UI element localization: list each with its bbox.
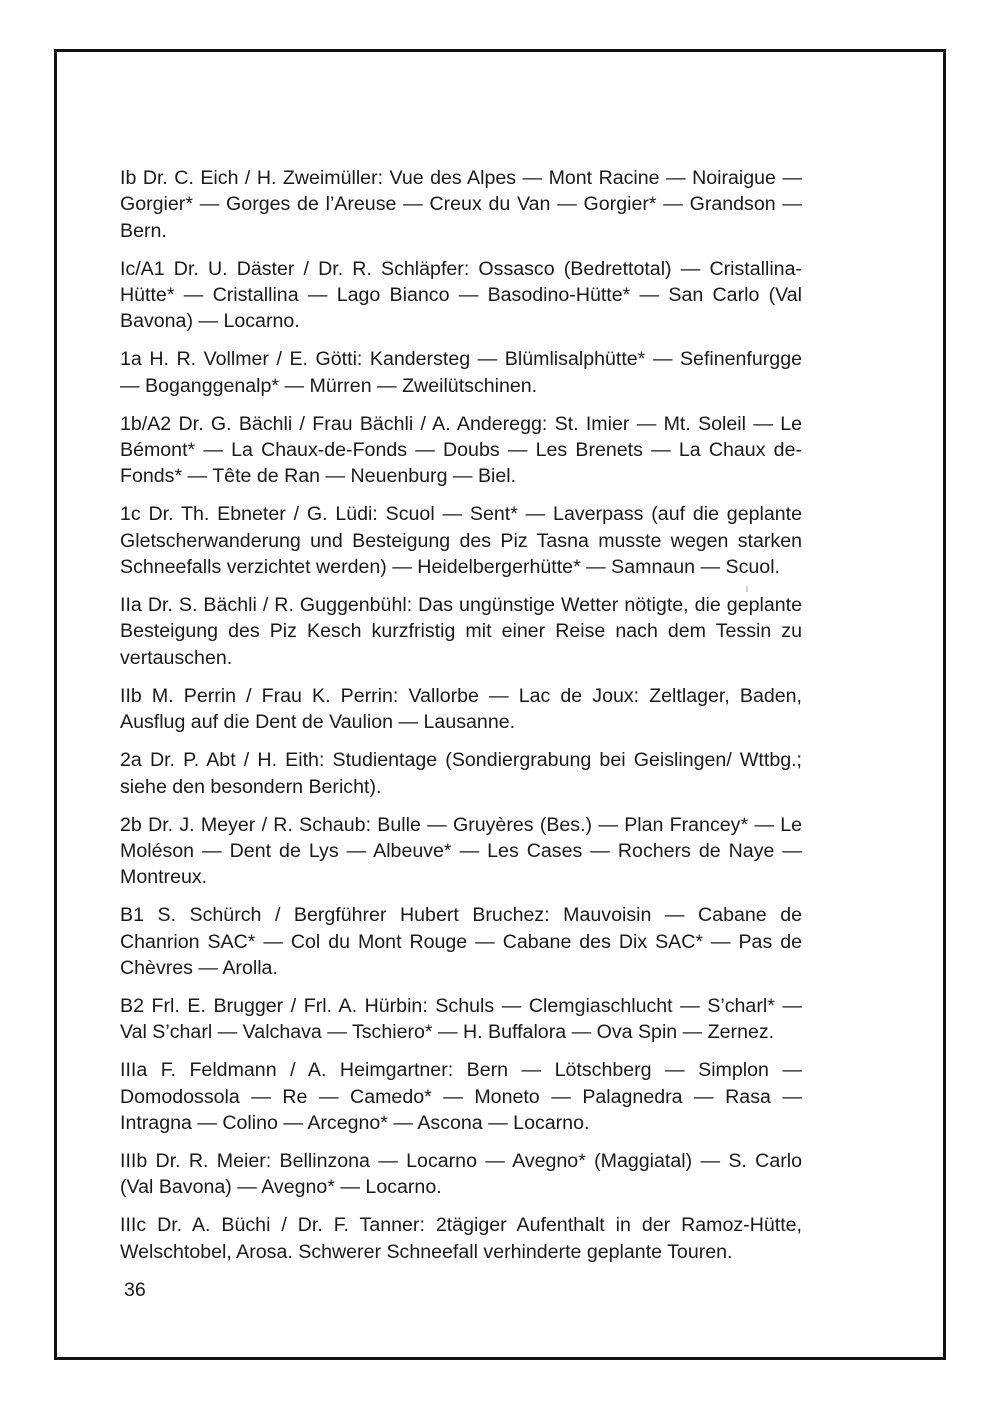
entry-code: IIa bbox=[120, 594, 142, 617]
entry-text: Dr. C. Eich / H. Zweimüller: Vue des Alpes — Mont Racine — Noiraigue — Gorgier* — Gorges de l’Areuse — Creux du Van — Gorgier* — Grandson — Bern. bbox=[120, 167, 803, 242]
entry-text: Dr. J. Meyer / R. Schaub: Bulle — Gruyères (Bes.) — Plan Francey* — Le Moléson — Dent de Lys — Albeuve* — Les Cases — Rochers de Naye — Montreux. bbox=[120, 813, 802, 889]
entry-text: Dr. A. Büchi / Dr. F. Tanner: 2tägiger Aufenthalt in der Ramoz-Hütte, Welschtobel, Arosa. Schwerer Schneefall verhinderte geplante Touren. bbox=[120, 1214, 802, 1263]
entry-iib bbox=[120, 683, 802, 736]
entry-iiic bbox=[120, 1212, 802, 1265]
entry-code: 2b bbox=[120, 813, 142, 836]
entry-text: Dr. R. Meier: Bellinzona — Locarno — Avegno* (Maggiatal) — S. Carlo (Val Bavona) — Avegno* — Locarno. bbox=[120, 1150, 802, 1199]
entry-code: B2 bbox=[120, 994, 144, 1017]
entry-text: Frl. E. Brugger / Frl. A. Hürbin: Schuls — Clemgiaschlucht — S’charl* — Val S’charl — Valchava — Tschiero* — H. Buffalora — Ova Spin — Zernez. bbox=[120, 994, 802, 1044]
entry-code: IIIc bbox=[120, 1214, 147, 1237]
entry-code: 1a bbox=[120, 348, 142, 371]
scan-speck bbox=[746, 586, 748, 592]
entry-b1 bbox=[120, 902, 802, 981]
entry-text: Dr. U. Däster / Dr. R. Schläpfer: Ossasco (Bedrettotal) — Cristallina-Hütte* — Cristallina — Lago Bianco — Basodino-Hütte* — San Carlo (Val Bavona) — Locarno. bbox=[120, 257, 802, 333]
entry-text: Dr. G. Bächli / Frau Bächli / A. Anderegg: St. Imier — Mt. Soleil — Le Bémont* — La Chaux-de-Fonds — Doubs — Les Brenets — La Chaux de-Fonds* — Tête de Ran — Neuenburg — Biel. bbox=[120, 412, 803, 488]
entry-iiib bbox=[120, 1148, 802, 1201]
entry-text: F. Feldmann / A. Heimgartner: Bern — Lötschberg — Simplon — Domodossola — Re — Camedo* — Moneto — Palagnedra — Rasa — Intragna — Colino — Arcegno* — Ascona — Locarno. bbox=[120, 1059, 802, 1134]
entry-code: Ic/A1 bbox=[120, 257, 165, 280]
entry-text: H. R. Vollmer / E. Götti: Kandersteg — Blümlisalphütte* — Sefinenfurgge — Boganggenalp* — Mürren — Zweilütschinen. bbox=[120, 348, 802, 397]
entry-code: B1 bbox=[120, 904, 144, 927]
entry-code: IIb bbox=[120, 684, 142, 707]
page-number: 36 bbox=[124, 1279, 146, 1301]
entry-text: Dr. P. Abt / H. Eith: Studientage (Sondiergrabung bei Geislingen/ Wttbg.; siehe den besondern Bericht). bbox=[120, 749, 802, 798]
entry-1c bbox=[120, 501, 802, 580]
entry-1a bbox=[120, 346, 802, 399]
entry-code: 1b/A2 bbox=[120, 412, 172, 435]
entry-code: 2a bbox=[120, 749, 142, 772]
entry-b2 bbox=[120, 993, 802, 1046]
entry-1b-a2 bbox=[120, 411, 802, 490]
entry-2a bbox=[120, 747, 802, 800]
entry-code: IIIa bbox=[120, 1059, 148, 1082]
entry-iiia bbox=[120, 1057, 802, 1136]
entry-ic-a1 bbox=[120, 256, 802, 335]
entry-code: 1c bbox=[120, 503, 141, 526]
entry-text: Dr. S. Bächli / R. Guggenbühl: Das ungünstige Wetter nötigte, die geplante Besteigung des Piz Kesch kurzfristig mit einer Reise nach dem Tessin zu vertauschen. bbox=[120, 594, 802, 669]
entry-iia bbox=[120, 592, 802, 671]
entry-text: Dr. Th. Ebneter / G. Lüdi: Scuol — Sent* — Laverpass (auf die geplante Gletscherwanderung und Besteigung des Piz Tasna musste wegen starken Schneefalls verzichtet werden) — Heidelbergerhütte* — Samnaun — Scuol. bbox=[120, 503, 802, 579]
entry-list bbox=[120, 165, 802, 1277]
entry-ib bbox=[120, 165, 802, 244]
document-page bbox=[60, 55, 940, 1354]
entry-code: Ib bbox=[120, 167, 137, 189]
entry-text: S. Schürch / Bergführer Hubert Bruchez: Mauvoisin — Cabane de Chanrion SAC* — Col du Mont Rouge — Cabane des Dix SAC* — Pas de Chèvres — Arolla. bbox=[120, 904, 802, 979]
entry-2b bbox=[120, 812, 802, 891]
entry-code: IIIb bbox=[120, 1150, 148, 1173]
entry-text: M. Perrin / Frau K. Perrin: Vallorbe — Lac de Joux: Zeltlager, Baden, Ausflug auf die Dent de Vaulion — Lausanne. bbox=[120, 684, 802, 734]
